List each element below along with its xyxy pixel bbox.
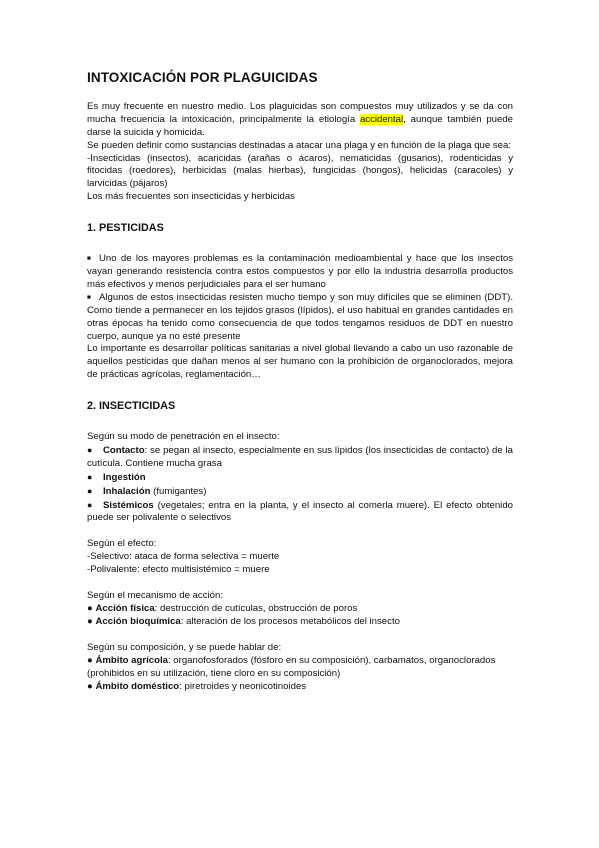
definition: : destrucción de cutículas, obstrucción de poros: [154, 603, 358, 614]
intro-paragraph-2: Se pueden definir como sustancias destinadas a atacar una plaga y en función de la plaga que sea:: [87, 139, 512, 151]
term: Inhalación: [103, 485, 151, 497]
composicion-intro: Según su composición, y se puede hablar de:: [87, 641, 282, 653]
intro-paragraph-4: Los más frecuentes son insecticidas y herbicidas: [87, 191, 295, 203]
bullet-icon: ●: [87, 471, 93, 482]
page-title: INTOXICACIÓN POR PLAGUICIDAS: [87, 70, 318, 85]
intro-paragraph-1: [87, 101, 513, 140]
section-heading-insecticidas: 2. INSECTICIDAS: [87, 400, 176, 413]
term: Acción bioquímica: [95, 615, 181, 627]
list-item-ingestion: [87, 471, 513, 485]
list-item-contacto: [87, 444, 513, 471]
term: Acción física: [95, 603, 155, 614]
section-heading-pesticidas: 1. PESTICIDAS: [87, 222, 164, 235]
pesticidas-bullet-2: [87, 292, 513, 344]
definition: (vegetales; entra en la planta, y el insecto al comerla muere). El efecto obtenido puede ser polivalente o selectivos: [87, 499, 513, 524]
penetration-intro: Según su modo de penetración en el insecto:: [87, 431, 280, 443]
square-bullet-icon: ■: [87, 255, 91, 263]
definition: : se pegan al insecto, especialmente en sus lípidos (los insecticidas de contacto) de la cutícula. Contiene mucha grasa: [87, 444, 513, 469]
list-item-sistemicos: [87, 499, 513, 526]
bullet-icon: ●: [87, 615, 96, 627]
intro-text-end: , aunque también puede darse la suicida y homicida.: [87, 113, 514, 138]
bullet-text: Uno de los mayores problemas es la contaminación medioambiental y hace que los insectos vayan generando resistencia contra estos compuestos y por ello la industria desarrolla productos más efectivos y menos perjudiciales para el ser humano: [87, 253, 513, 290]
efecto-polivalente: -Polivalente: efecto multisistémico = muere: [87, 564, 270, 576]
definition: : alteración de los procesos metabólicos del insecto: [180, 615, 400, 627]
efecto-intro: Según el efecto:: [87, 538, 157, 550]
list-item-accion-bioquimica: [87, 616, 513, 629]
term: Sistémicos: [103, 499, 154, 511]
square-bullet-icon: ■: [87, 293, 91, 301]
list-item-ambito-agricola: [87, 655, 513, 681]
list-item-ambito-domestico: [87, 681, 513, 694]
bullet-icon: ●: [87, 485, 93, 496]
term: Contacto: [103, 444, 145, 456]
bullet-icon: ●: [87, 654, 96, 666]
list-item-accion-fisica: [87, 603, 513, 616]
term: Ámbito agrícola: [95, 654, 168, 666]
pesticidas-closing: Lo importante es desarrollar políticas sanitarias a nivel global llevando a cabo un uso razonable de aquellos pesticidas que dañan menos al ser humano con la prohibición de organoclorados, mejora de prácticas agrícolas, reglamentación…: [87, 343, 513, 381]
bullet-icon: ●: [87, 603, 96, 614]
bullet-icon: ●: [87, 499, 93, 510]
mecanismo-intro: Según el mecanismo de acción:: [87, 590, 223, 602]
pesticidas-bullet-1: [87, 253, 513, 292]
term: Ámbito doméstico: [95, 680, 180, 692]
term: Ingestión: [103, 471, 146, 483]
efecto-selectivo: -Selectivo: ataca de forma selectiva = muerte: [87, 551, 280, 563]
definition: : organofosforados (fósforo en su composición), carbamatos, organoclorados (prohibidos en su utilización, tiene cloro en su composición): [87, 654, 496, 679]
intro-text: Es muy frecuente en nuestro medio. Los plaguicidas son compuestos muy utilizados y se da con mucha frecuencia la intoxicación, principalmente la etiología: [87, 100, 513, 125]
bullet-icon: ●: [87, 444, 93, 455]
bullet-icon: ●: [87, 680, 96, 692]
intro-paragraph-3: -Insecticidas (insectos), acaricidas (arañas o ácaros), nematicidas (gusanos), rodenticidas y fitocidas (roedores), herbicidas (malas hierbas), fungicidas (hongos), helicidas (caracoles) y larvicidas (pájaros): [87, 152, 513, 190]
bullet-text: Algunos de estos insecticidas resisten mucho tiempo y son muy difíciles que se eliminen (DDT). Como tiende a permanecer en los tejidos grasos (lípidos), el uso habitual en grandes cantidades en otras épocas ha tenido como consecuencia de que todos tengamos residuos de DDT en nuestro cuerpo, aunque ya no esté presente: [87, 291, 513, 342]
highlighted-word: accidental: [359, 113, 404, 125]
definition: : piretroides y neonicotinoides: [179, 680, 307, 692]
list-item-inhalacion: [87, 485, 513, 499]
definition: (fumigantes): [150, 485, 207, 497]
